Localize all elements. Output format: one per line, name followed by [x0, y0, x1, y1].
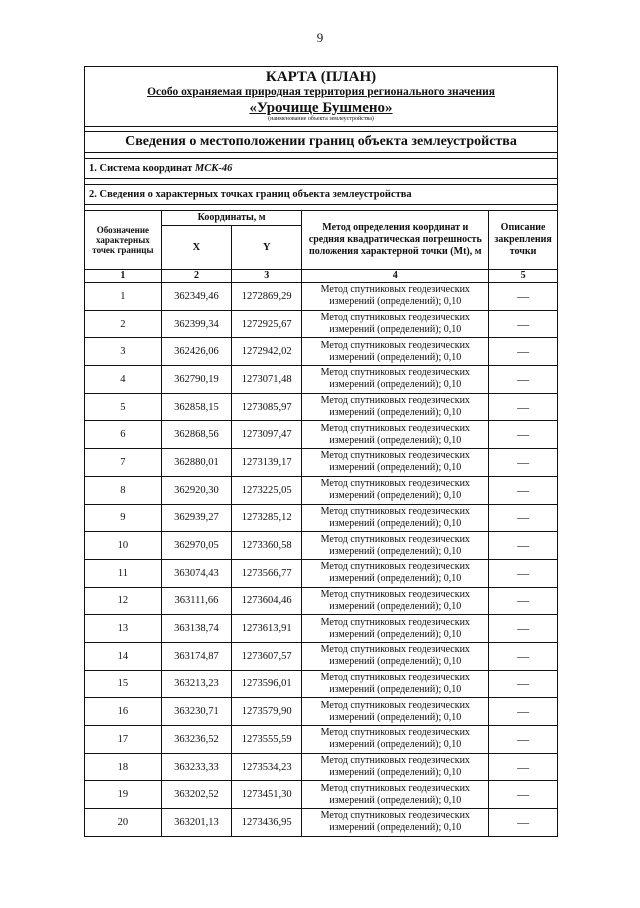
x-coordinate-cell: 362920,30: [161, 476, 231, 504]
method-line: измерений (определений); 0,10: [329, 434, 462, 446]
point-number-cell: 4: [85, 366, 161, 394]
x-coordinate-cell: 363230,71: [161, 698, 231, 726]
x-coordinate-cell: 362970,05: [161, 532, 231, 560]
description-cell: —: [489, 781, 557, 809]
y-coordinate-cell: 1273451,30: [232, 781, 302, 809]
description-cell: —: [489, 532, 557, 560]
description-cell: —: [489, 698, 557, 726]
x-coordinate-cell: 363213,23: [161, 670, 231, 698]
method-cell: [302, 559, 489, 587]
method-line: Метод спутниковых геодезических: [320, 367, 470, 379]
x-coordinate-cell: 363111,66: [161, 587, 231, 615]
y-coordinate-cell: 1273607,57: [232, 642, 302, 670]
method-line: Метод спутниковых геодезических: [320, 810, 470, 822]
method-line: Метод спутниковых геодезических: [320, 339, 470, 351]
x-coordinate-cell: 363236,52: [161, 726, 231, 754]
description-cell: —: [489, 642, 557, 670]
method-line: Метод спутниковых геодезических: [320, 727, 470, 739]
description-cell: —: [489, 283, 557, 311]
method-line: измерений (определений); 0,10: [329, 794, 462, 806]
col-designation-header: Обозначение характерных точек границы: [85, 211, 161, 270]
method-cell: [302, 726, 489, 754]
description-cell: —: [489, 393, 557, 421]
table-row: [85, 559, 557, 587]
x-coordinate-cell: 363233,33: [161, 753, 231, 781]
column-number: 5: [489, 270, 557, 283]
method-line: измерений (определений); 0,10: [329, 767, 462, 779]
method-cell: [302, 310, 489, 338]
y-coordinate-cell: 1273225,05: [232, 476, 302, 504]
method-cell: [302, 476, 489, 504]
y-coordinate-cell: 1272942,02: [232, 338, 302, 366]
description-cell: —: [489, 421, 557, 449]
page-number: 9: [316, 30, 324, 45]
method-line: измерений (определений); 0,10: [329, 517, 462, 529]
table-row: [85, 421, 557, 449]
description-cell: —: [489, 559, 557, 587]
table-row: [85, 698, 557, 726]
table-row: [85, 476, 557, 504]
document-subtitle: Особо охраняемая природная территория регионального значения: [147, 86, 495, 98]
method-line: Метод спутниковых геодезических: [320, 782, 470, 794]
method-line: измерений (определений); 0,10: [329, 573, 462, 585]
column-number-row: [85, 270, 557, 283]
coord-system-value: МСК-46: [194, 163, 233, 174]
y-coordinate-cell: 1273360,58: [232, 532, 302, 560]
description-cell: —: [489, 476, 557, 504]
method-cell: [302, 698, 489, 726]
method-line: Метод спутниковых геодезических: [320, 755, 470, 767]
description-cell: —: [489, 726, 557, 754]
y-coordinate-cell: 1273071,48: [232, 366, 302, 394]
method-cell: [302, 642, 489, 670]
method-line: Метод спутниковых геодезических: [320, 395, 470, 407]
description-cell: —: [489, 338, 557, 366]
method-line: измерений (определений); 0,10: [329, 351, 462, 363]
column-number: 3: [232, 270, 302, 283]
method-line: измерений (определений); 0,10: [329, 462, 462, 474]
table-row: [85, 504, 557, 532]
table-row: [85, 809, 557, 836]
y-coordinate-cell: 1273604,46: [232, 587, 302, 615]
method-line: измерений (определений); 0,10: [329, 490, 462, 502]
method-line: измерений (определений); 0,10: [329, 822, 462, 834]
method-cell: [302, 366, 489, 394]
y-coordinate-cell: 1273555,59: [232, 726, 302, 754]
method-line: измерений (определений); 0,10: [329, 324, 462, 336]
method-line: Метод спутниковых геодезических: [320, 699, 470, 711]
description-cell: —: [489, 670, 557, 698]
method-line: Метод спутниковых геодезических: [320, 616, 470, 628]
point-number-cell: 19: [85, 781, 161, 809]
method-line: измерений (определений); 0,10: [329, 379, 462, 391]
x-coordinate-cell: 362426,06: [161, 338, 231, 366]
point-number-cell: 12: [85, 587, 161, 615]
y-coordinate-cell: 1272869,29: [232, 283, 302, 311]
x-coordinate-cell: 362349,46: [161, 283, 231, 311]
method-cell: [302, 421, 489, 449]
method-line: измерений (определений); 0,10: [329, 683, 462, 695]
method-line: Метод спутниковых геодезических: [320, 284, 470, 296]
method-line: Метод спутниковых геодезических: [320, 505, 470, 517]
table-row: [85, 310, 557, 338]
method-line: измерений (определений); 0,10: [329, 600, 462, 612]
coord-system-line: [85, 159, 557, 179]
method-line: Метод спутниковых геодезических: [320, 588, 470, 600]
description-cell: —: [489, 504, 557, 532]
table-row: [85, 587, 557, 615]
x-coordinate-cell: 362880,01: [161, 449, 231, 477]
description-cell: —: [489, 366, 557, 394]
x-coordinate-cell: 362868,56: [161, 421, 231, 449]
object-name: «Урочище Бушмено»: [249, 100, 393, 116]
x-coordinate-cell: 362399,34: [161, 310, 231, 338]
table-row: [85, 642, 557, 670]
y-coordinate-cell: 1273285,12: [232, 504, 302, 532]
col-method-header: Метод определения координат и средняя квадратическая погрешность положения характерной точки (Mt), м: [302, 211, 489, 270]
table-row: [85, 449, 557, 477]
method-cell: [302, 504, 489, 532]
column-number: 2: [161, 270, 231, 283]
table-row: [85, 726, 557, 754]
method-line: Метод спутниковых геодезических: [320, 422, 470, 434]
method-cell: [302, 753, 489, 781]
method-cell: [302, 615, 489, 643]
method-line: измерений (определений); 0,10: [329, 407, 462, 419]
document-frame: [84, 66, 558, 837]
y-coordinate-cell: 1273097,47: [232, 421, 302, 449]
col-description-header: Описание закрепления точки: [489, 211, 557, 270]
description-cell: —: [489, 809, 557, 836]
col-x-header: X: [161, 226, 231, 270]
method-line: Метод спутниковых геодезических: [320, 533, 470, 545]
method-cell: [302, 781, 489, 809]
method-line: измерений (определений); 0,10: [329, 628, 462, 640]
object-name-note: (наименование объекта землеустройства): [268, 116, 374, 122]
y-coordinate-cell: 1273596,01: [232, 670, 302, 698]
table-row: [85, 393, 557, 421]
method-cell: [302, 338, 489, 366]
x-coordinate-cell: 363201,13: [161, 809, 231, 836]
points-title: 2. Сведения о характерных точках границ объекта землеустройства: [85, 185, 557, 205]
col-coords-header: Координаты, м: [161, 211, 302, 226]
method-cell: [302, 283, 489, 311]
point-number-cell: 2: [85, 310, 161, 338]
point-number-cell: 18: [85, 753, 161, 781]
method-cell: [302, 532, 489, 560]
x-coordinate-cell: 363074,43: [161, 559, 231, 587]
point-number-cell: 13: [85, 615, 161, 643]
col-y-header: Y: [232, 226, 302, 270]
x-coordinate-cell: 362939,27: [161, 504, 231, 532]
method-line: измерений (определений); 0,10: [329, 656, 462, 668]
x-coordinate-cell: 362858,15: [161, 393, 231, 421]
point-number-cell: 7: [85, 449, 161, 477]
x-coordinate-cell: 363174,87: [161, 642, 231, 670]
method-cell: [302, 393, 489, 421]
method-line: Метод спутниковых геодезических: [320, 478, 470, 490]
y-coordinate-cell: 1273534,23: [232, 753, 302, 781]
column-number: 4: [302, 270, 489, 283]
method-cell: [302, 670, 489, 698]
map-header: [85, 67, 557, 127]
table-row: [85, 753, 557, 781]
method-line: Метод спутниковых геодезических: [320, 561, 470, 573]
point-number-cell: 8: [85, 476, 161, 504]
x-coordinate-cell: 363202,52: [161, 781, 231, 809]
y-coordinate-cell: 1273139,17: [232, 449, 302, 477]
method-line: Метод спутниковых геодезических: [320, 671, 470, 683]
point-number-cell: 3: [85, 338, 161, 366]
method-line: измерений (определений); 0,10: [329, 739, 462, 751]
method-line: Метод спутниковых геодезических: [320, 450, 470, 462]
y-coordinate-cell: 1272925,67: [232, 310, 302, 338]
table-row: [85, 615, 557, 643]
method-cell: [302, 587, 489, 615]
y-coordinate-cell: 1273085,97: [232, 393, 302, 421]
description-cell: —: [489, 449, 557, 477]
point-number-cell: 5: [85, 393, 161, 421]
table-row: [85, 781, 557, 809]
point-number-cell: 6: [85, 421, 161, 449]
y-coordinate-cell: 1273613,91: [232, 615, 302, 643]
point-number-cell: 1: [85, 283, 161, 311]
method-line: измерений (определений); 0,10: [329, 545, 462, 557]
document-title: КАРТА (ПЛАН): [265, 69, 377, 85]
method-cell: [302, 449, 489, 477]
point-number-cell: 14: [85, 642, 161, 670]
method-line: измерений (определений); 0,10: [329, 296, 462, 308]
coord-system-label: 1. Система координат: [89, 163, 193, 174]
point-number-cell: 17: [85, 726, 161, 754]
column-number: 1: [85, 270, 161, 283]
x-coordinate-cell: 362790,19: [161, 366, 231, 394]
table-row: [85, 338, 557, 366]
point-number-cell: 20: [85, 809, 161, 836]
method-line: Метод спутниковых геодезических: [320, 312, 470, 324]
table-row: [85, 532, 557, 560]
points-table: [85, 211, 557, 836]
x-coordinate-cell: 363138,74: [161, 615, 231, 643]
point-number-cell: 9: [85, 504, 161, 532]
table-row: [85, 366, 557, 394]
method-cell: [302, 809, 489, 836]
point-number-cell: 16: [85, 698, 161, 726]
table-row: [85, 283, 557, 311]
point-number-cell: 11: [85, 559, 161, 587]
table-row: [85, 670, 557, 698]
description-cell: —: [489, 310, 557, 338]
y-coordinate-cell: 1273579,90: [232, 698, 302, 726]
point-number-cell: 10: [85, 532, 161, 560]
y-coordinate-cell: 1273436,95: [232, 809, 302, 836]
method-line: Метод спутниковых геодезических: [320, 644, 470, 656]
description-cell: —: [489, 615, 557, 643]
point-number-cell: 15: [85, 670, 161, 698]
description-cell: —: [489, 587, 557, 615]
section-title: Сведения о местоположении границ объекта землеустройства: [85, 131, 557, 153]
method-line: измерений (определений); 0,10: [329, 711, 462, 723]
description-cell: —: [489, 753, 557, 781]
y-coordinate-cell: 1273566,77: [232, 559, 302, 587]
